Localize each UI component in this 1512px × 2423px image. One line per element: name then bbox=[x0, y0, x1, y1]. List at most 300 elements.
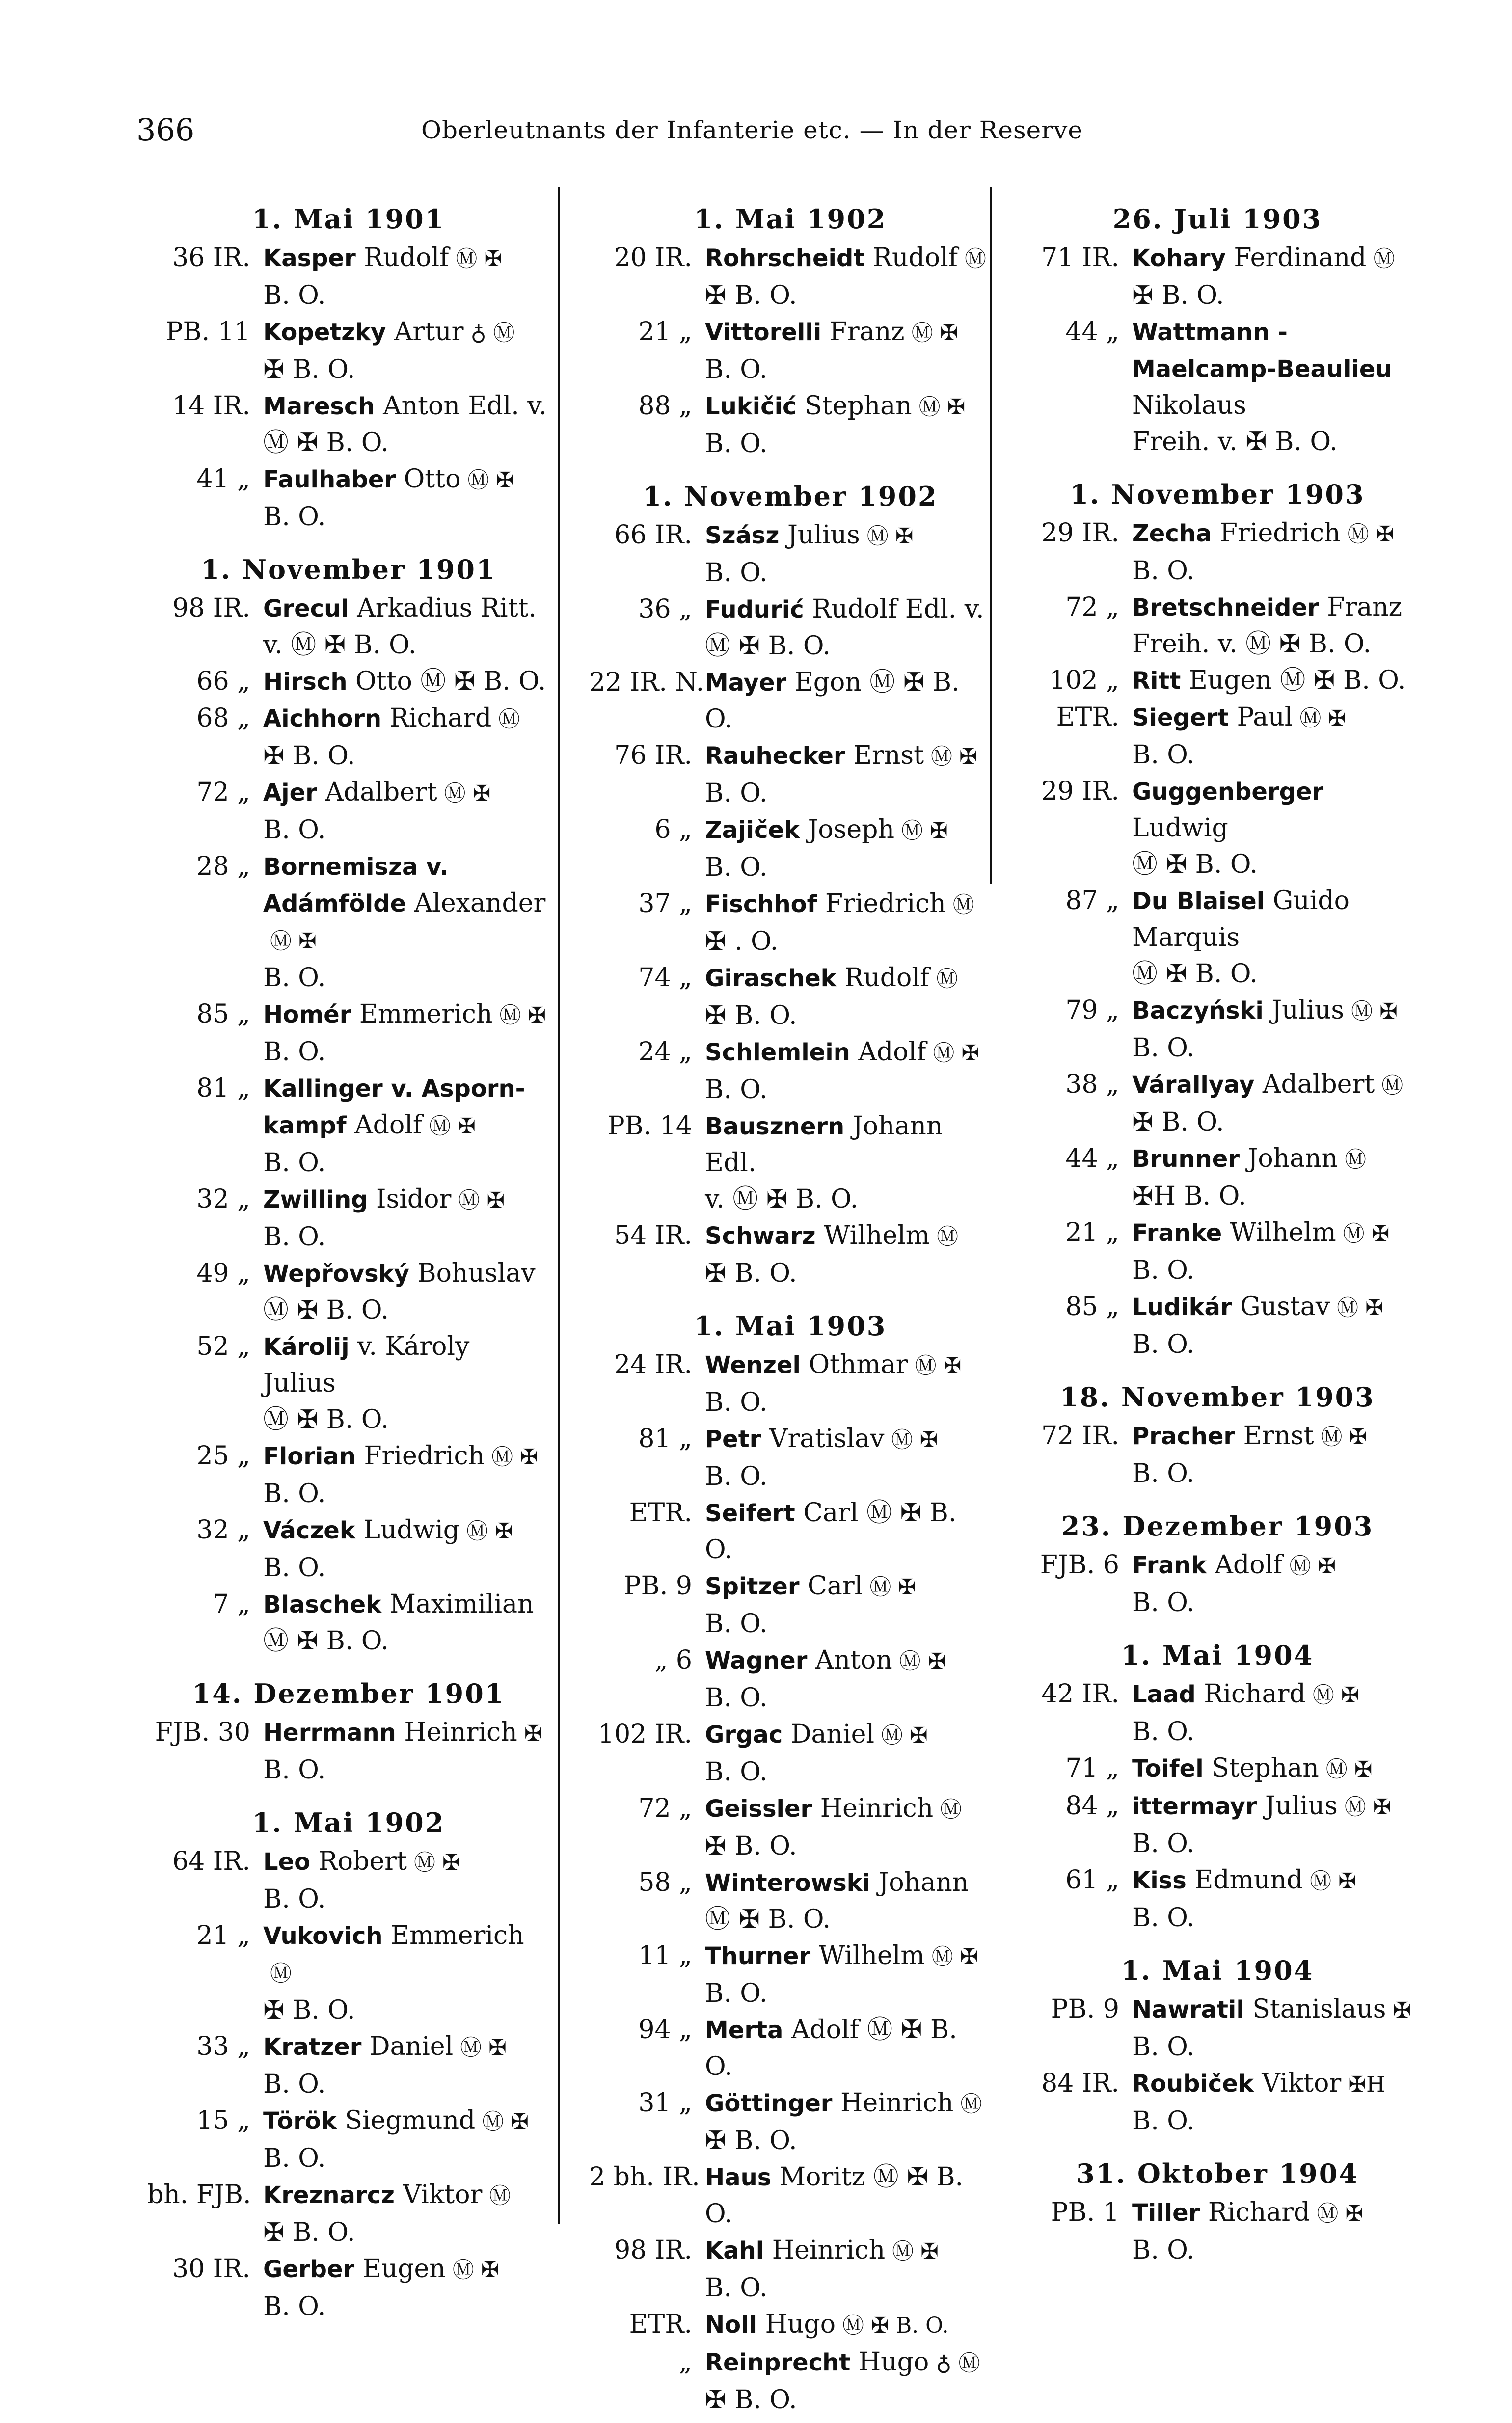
officer-given-name: Adolf Ⓜ ✠ B. O. bbox=[705, 2015, 957, 2081]
unit-label: bh. FJB. bbox=[147, 2180, 251, 2209]
officer-entry bbox=[1016, 662, 1419, 699]
decoration-line: B. O. bbox=[705, 429, 768, 458]
unit-label: 81 „ bbox=[196, 1074, 250, 1103]
decoration-line: B. O. bbox=[1132, 1588, 1195, 1617]
officer-surname: Kopetzky bbox=[263, 319, 386, 346]
unit-label: 44 „ bbox=[1065, 1144, 1119, 1173]
unit-label: 37 „ bbox=[638, 889, 692, 918]
officer-entry bbox=[1016, 773, 1419, 883]
officer-entry bbox=[147, 848, 550, 996]
officer-surname: Homér bbox=[263, 1001, 351, 1028]
officer-entry bbox=[147, 461, 550, 535]
decoration-icons: Ⓜ bbox=[270, 1961, 292, 1986]
decoration-line: B. O. bbox=[263, 281, 326, 310]
officer-given-name: Edmund bbox=[1194, 1865, 1303, 1895]
officer-given-name: Adolf bbox=[858, 1037, 926, 1067]
officer-given-name: Siegmund bbox=[345, 2106, 476, 2135]
officer-entry bbox=[147, 1328, 550, 1438]
officer-entry bbox=[1016, 314, 1419, 460]
officer-surname: Várallyay bbox=[1132, 1071, 1255, 1099]
officer-given-name: Isidor bbox=[376, 1185, 452, 1214]
officer-surname: Reinprecht bbox=[705, 2349, 851, 2376]
officer-surname: Du Blaisel bbox=[1132, 888, 1265, 915]
officer-surname: Brunner bbox=[1132, 1145, 1240, 1173]
unit-label: 33 „ bbox=[196, 2032, 250, 2061]
officer-surname: Giraschek bbox=[705, 965, 837, 992]
section-date-header: 1. Mai 1902 bbox=[694, 203, 887, 235]
officer-given-name: Wilhelm bbox=[818, 1941, 925, 1970]
decoration-line: ✠H B. O. bbox=[1132, 1182, 1246, 1211]
unit-label: 21 „ bbox=[196, 1921, 250, 1950]
officer-given-name: Guido Marquis bbox=[1132, 886, 1350, 952]
unit-label: 32 „ bbox=[196, 1185, 250, 1214]
column-3 bbox=[1016, 201, 1419, 2268]
decoration-line: B. O. bbox=[705, 853, 768, 882]
unit-label: 68 „ bbox=[196, 703, 250, 733]
decoration-icons: Ⓜ ✠ bbox=[931, 1944, 978, 1969]
officer-surname: Ritt bbox=[1132, 667, 1181, 695]
column-1 bbox=[147, 201, 550, 2325]
unit-label: FJB. 6 bbox=[1040, 1550, 1119, 1580]
running-head: Oberleutnants der Infanterie etc. — In der Reserve bbox=[421, 116, 1083, 144]
officer-given-name: Ferdinand bbox=[1234, 243, 1367, 272]
decoration-icons: Ⓜ ✠ bbox=[915, 1353, 962, 1378]
unit-label: 15 „ bbox=[196, 2106, 250, 2135]
officer-entry bbox=[589, 1217, 992, 1292]
officer-surname: Ajer bbox=[263, 779, 317, 807]
officer-surname: Vittorelli bbox=[705, 319, 822, 346]
column-2 bbox=[589, 201, 992, 2418]
officer-surname: Károlij bbox=[263, 1333, 350, 1361]
officer-given-name: Anton bbox=[815, 1645, 892, 1675]
officer-surname: Fischhof bbox=[705, 890, 817, 918]
officer-given-name: Arkadius Ritt. bbox=[357, 593, 537, 623]
officer-entry bbox=[1016, 1418, 1419, 1492]
decoration-line: B. O. bbox=[263, 1222, 326, 1252]
officer-given-name: Heinrich bbox=[404, 1718, 517, 1747]
officer-surname: Kiss bbox=[1132, 1867, 1187, 1894]
officer-entry bbox=[147, 1181, 550, 1255]
officer-surname: Bretschneider bbox=[1132, 594, 1319, 621]
officer-surname: Guggenberger bbox=[1132, 778, 1324, 806]
decoration-line: ✠ B. O. bbox=[263, 2218, 355, 2247]
officer-given-name: Julius bbox=[787, 520, 860, 550]
officer-given-name: Vratislav bbox=[769, 1424, 885, 1454]
officer-given-name: Rudolf bbox=[844, 963, 930, 993]
unit-label: „ bbox=[679, 2347, 692, 2377]
page-number: 366 bbox=[136, 112, 195, 148]
officer-given-name: Anton Edl. v. bbox=[383, 391, 547, 421]
unit-label: 52 „ bbox=[196, 1332, 250, 1361]
officer-surname: Baczyński bbox=[1132, 997, 1264, 1024]
officer-given-name: Bohuslav bbox=[417, 1259, 536, 1288]
decoration-icons: Ⓜ bbox=[964, 246, 986, 271]
officer-surname: Geissler bbox=[705, 1795, 812, 1823]
officer-given-name: Friedrich bbox=[825, 889, 946, 918]
section-date-header: 1. Mai 1901 bbox=[252, 203, 445, 235]
officer-entry bbox=[147, 774, 550, 848]
officer-surname: Kasper bbox=[263, 244, 356, 272]
decoration-line: ✠ B. O. bbox=[705, 1831, 797, 1861]
decoration-line: ✠ B. O. bbox=[705, 1001, 797, 1030]
unit-label: 98 IR. bbox=[172, 593, 250, 623]
unit-label: 42 IR. bbox=[1041, 1679, 1119, 1709]
decoration-icons: Ⓜ ✠ bbox=[1325, 1757, 1373, 1782]
officer-given-name: Rudolf bbox=[364, 243, 449, 272]
unit-label: 72 IR. bbox=[1041, 1421, 1119, 1451]
officer-given-name: Emmerich bbox=[391, 1921, 524, 1950]
decoration-line: B. O. bbox=[705, 2273, 768, 2303]
officer-surname: Wepřovský bbox=[263, 1260, 409, 1288]
decoration-line: B. O. bbox=[263, 1479, 326, 1508]
unit-label: PB. 9 bbox=[623, 1571, 692, 1601]
unit-label: 32 „ bbox=[196, 1515, 250, 1545]
decoration-icons: Ⓜ ✠ bbox=[1344, 1795, 1391, 1820]
officer-entry bbox=[589, 737, 992, 811]
decoration-line: B. O. bbox=[1132, 2032, 1195, 2062]
officer-surname: Faulhaber bbox=[263, 466, 396, 493]
officer-surname: Zwilling bbox=[263, 1186, 368, 1213]
officer-entry bbox=[589, 886, 992, 960]
officer-entry bbox=[589, 2012, 992, 2085]
section-date-header: 1. Mai 1904 bbox=[1121, 1640, 1314, 1671]
unit-label: 30 IR. bbox=[172, 2254, 250, 2284]
decoration-line: B. O. bbox=[1132, 1256, 1195, 1285]
decoration-icons: Ⓜ ✠ bbox=[1337, 1295, 1383, 1320]
decoration-line: v. Ⓜ ✠ B. O. bbox=[705, 1185, 859, 1214]
unit-label: 49 „ bbox=[196, 1259, 250, 1288]
decoration-line: B. O. bbox=[263, 963, 326, 993]
unit-label: 72 „ bbox=[1065, 592, 1119, 622]
unit-label: 79 „ bbox=[1065, 996, 1119, 1025]
officer-surname: Grgac bbox=[705, 1721, 783, 1749]
officer-given-name: Friedrich bbox=[364, 1441, 485, 1471]
officer-entry bbox=[589, 2306, 992, 2344]
decoration-icons: Ⓜ ✠ bbox=[892, 2239, 939, 2264]
unit-label: 98 IR. bbox=[614, 2235, 692, 2265]
decoration-icons: Ⓜ ✠ bbox=[891, 1427, 938, 1453]
officer-given-name: Egon Ⓜ ✠ B. O. bbox=[705, 668, 960, 734]
officer-given-name: Wilhelm bbox=[824, 1221, 930, 1250]
decoration-icons: Ⓜ ✠ bbox=[930, 744, 977, 769]
officer-surname: Wenzel bbox=[705, 1351, 801, 1379]
officer-entry bbox=[147, 700, 550, 774]
officer-given-name: Eugen bbox=[362, 2254, 446, 2284]
section-date-header: 18. November 1903 bbox=[1060, 1381, 1375, 1413]
decoration-icons: Ⓜ bbox=[936, 967, 958, 992]
officer-entry bbox=[589, 1421, 992, 1495]
unit-label: 24 „ bbox=[638, 1037, 692, 1067]
officer-entry bbox=[1016, 1140, 1419, 1214]
officer-surname: Mayer bbox=[705, 669, 787, 697]
decoration-icons: Ⓜ ✠ bbox=[452, 2258, 499, 2283]
officer-surname: Laad bbox=[1132, 1681, 1196, 1708]
officer-given-name: Otto Ⓜ ✠ B. O. bbox=[355, 667, 546, 696]
officer-given-name: Adalbert bbox=[1262, 1070, 1375, 1099]
officer-surname: Pracher bbox=[1132, 1423, 1236, 1450]
decoration-line: ✠ B. O. bbox=[705, 1259, 797, 1288]
officer-entry bbox=[147, 1070, 550, 1181]
decoration-icons: Ⓜ ✠ bbox=[933, 1041, 980, 1066]
decoration-icons: Ⓜ bbox=[1381, 1073, 1404, 1098]
officer-surname: Ludikár bbox=[1132, 1293, 1232, 1321]
decoration-line: B. O. bbox=[705, 1757, 768, 1787]
unit-label: 41 „ bbox=[196, 464, 250, 494]
officer-surname: Spitzer bbox=[705, 1573, 800, 1600]
decoration-line: ✠ . O. bbox=[705, 927, 779, 956]
officer-entry bbox=[589, 1568, 992, 1642]
officer-entry bbox=[589, 591, 992, 664]
decoration-icons: Ⓜ ✠ bbox=[1299, 706, 1347, 731]
decoration-line: B. O. bbox=[705, 1979, 768, 2008]
officer-surname: Schwarz bbox=[705, 1222, 816, 1250]
officer-surname: Szász bbox=[705, 522, 780, 549]
officer-surname: Toifel bbox=[1132, 1755, 1204, 1782]
unit-label: 74 „ bbox=[638, 963, 692, 993]
officer-entry bbox=[589, 1790, 992, 1864]
decoration-icons: Ⓜ bbox=[1345, 1147, 1367, 1172]
unit-label: 31 „ bbox=[638, 2088, 692, 2118]
unit-label: 11 „ bbox=[638, 1941, 692, 1970]
officer-entry bbox=[147, 1917, 550, 2028]
officer-entry bbox=[147, 2177, 550, 2251]
decoration-icons: Ⓜ ✠ bbox=[429, 1114, 476, 1139]
officer-entry bbox=[1016, 1676, 1419, 1750]
officer-surname: Leo bbox=[263, 1848, 311, 1876]
unit-label: „ 6 bbox=[654, 1645, 692, 1675]
decoration-line: ✠ B. O. bbox=[705, 2385, 797, 2415]
officer-surname: Zecha bbox=[1132, 520, 1212, 547]
decoration-icons: Ⓜ ✠ bbox=[466, 1519, 513, 1544]
decoration-line: B. O. bbox=[263, 2144, 326, 2173]
decoration-line: ✠ B. O. bbox=[1132, 281, 1224, 310]
officer-given-name: Franz bbox=[1327, 592, 1403, 622]
decoration-icons: Ⓜ ✠ bbox=[1321, 1425, 1368, 1450]
officer-surname: Tiller bbox=[1132, 2199, 1200, 2227]
officer-surname: Franke bbox=[1132, 1219, 1222, 1247]
decoration-line: Freih. v. Ⓜ ✠ B. O. bbox=[1132, 629, 1372, 659]
officer-surname: Seifert bbox=[705, 1500, 795, 1527]
officer-entry bbox=[147, 314, 550, 388]
officer-given-name: Julius bbox=[1265, 1791, 1338, 1821]
decoration-line: B. O. bbox=[705, 1683, 768, 1713]
officer-given-name: Adolf bbox=[354, 1110, 423, 1140]
unit-label: 38 „ bbox=[1065, 1070, 1119, 1099]
decoration-icons: Ⓜ ✠ bbox=[881, 1723, 928, 1748]
unit-label: 54 IR. bbox=[614, 1221, 692, 1250]
decoration-line: B. O. bbox=[705, 1388, 768, 1417]
unit-label: 29 IR. bbox=[1041, 518, 1119, 548]
officer-given-name: Eugen Ⓜ ✠ B. O. bbox=[1188, 666, 1406, 695]
officer-given-name: Richard bbox=[389, 703, 492, 733]
officer-surname: Aichhorn bbox=[263, 705, 382, 732]
decoration-line: B. O. bbox=[263, 1037, 326, 1067]
officer-entry bbox=[1016, 1214, 1419, 1289]
officer-surname: Wattmann - Maelcamp-Beaulieu bbox=[1132, 319, 1392, 383]
decoration-icons: Ⓜ ✠ bbox=[482, 2109, 529, 2134]
officer-surname: ittermayr bbox=[1132, 1793, 1257, 1820]
officer-surname: Vukovich bbox=[263, 1922, 383, 1950]
unit-label: 14 IR. bbox=[172, 391, 250, 421]
officer-surname: Lukičić bbox=[705, 393, 797, 420]
unit-label: 84 IR. bbox=[1041, 2069, 1119, 2098]
decoration-line: Ⓜ ✠ B. O. bbox=[263, 1405, 389, 1434]
officer-given-name: Julius bbox=[1271, 996, 1345, 1025]
officer-given-name: Richard bbox=[1208, 2198, 1310, 2227]
officer-surname: Haus bbox=[705, 2164, 772, 2191]
officer-given-name: Rudolf bbox=[872, 243, 958, 272]
unit-label: PB. 9 bbox=[1051, 1994, 1119, 2024]
officer-given-name: Viktor bbox=[1262, 2069, 1342, 2098]
officer-entry bbox=[1016, 992, 1419, 1066]
decoration-line: B. O. bbox=[1132, 1033, 1195, 1063]
officer-given-name: Joseph bbox=[808, 815, 894, 844]
officer-surname: Göttinger bbox=[705, 2090, 833, 2117]
decoration-line: B. O. bbox=[1132, 2235, 1195, 2265]
officer-entry bbox=[1016, 1066, 1419, 1140]
officer-given-name: Johann bbox=[1247, 1144, 1338, 1173]
decoration-line: Ⓜ ✠ B. O. bbox=[1132, 959, 1258, 989]
officer-entry bbox=[589, 314, 992, 388]
decoration-icons: ✠ bbox=[1393, 1998, 1411, 2023]
decoration-line: B. O. bbox=[705, 1462, 768, 1491]
officer-entry bbox=[147, 663, 550, 700]
officer-given-name: Wilhelm bbox=[1230, 1218, 1336, 1247]
decoration-line: Ⓜ ✠ B. O. bbox=[263, 428, 389, 458]
officer-surname: Zajiček bbox=[705, 816, 800, 844]
unit-label: 28 „ bbox=[196, 852, 250, 881]
officer-surname: Wagner bbox=[705, 1647, 808, 1674]
officer-surname: Kratzer bbox=[263, 2033, 362, 2061]
decoration-line: Ⓜ ✠ B. O. bbox=[705, 631, 831, 661]
officer-entry bbox=[1016, 1750, 1419, 1788]
decoration-line: B. O. bbox=[1132, 1330, 1195, 1359]
decoration-icons: ✠H bbox=[1348, 2072, 1385, 2097]
decoration-line: B. O. bbox=[705, 1075, 768, 1104]
officer-given-name: Hugo bbox=[765, 2310, 836, 2339]
decoration-line: B. O. bbox=[263, 2292, 326, 2321]
unit-label: 72 „ bbox=[638, 1794, 692, 1823]
officer-entry bbox=[147, 388, 550, 461]
officer-surname: Kahl bbox=[705, 2237, 764, 2264]
officer-given-name: Artur bbox=[394, 317, 464, 347]
officer-surname: Noll bbox=[705, 2311, 757, 2339]
decoration-line: B. O. bbox=[263, 1553, 326, 1583]
officer-entry bbox=[147, 1255, 550, 1328]
officer-given-name: Carl bbox=[808, 1571, 863, 1601]
officer-surname: Grecul bbox=[263, 595, 349, 622]
decoration-line: Freih. v. ✠ B. O. bbox=[1132, 427, 1338, 457]
decoration-line: B. O. bbox=[263, 1755, 326, 1785]
decoration-line: B. O. bbox=[263, 1885, 326, 1914]
decoration-icons: Ⓜ ✠ bbox=[499, 1003, 546, 1028]
unit-label: 29 IR. bbox=[1041, 777, 1119, 806]
officer-surname: Rauhecker bbox=[705, 742, 845, 770]
decoration-icons: Ⓜ ✠ bbox=[1343, 1221, 1390, 1246]
officer-given-name: Daniel bbox=[790, 1720, 875, 1749]
officer-given-name: Ernst bbox=[853, 741, 924, 770]
officer-given-name: Stephan bbox=[1212, 1753, 1319, 1783]
decoration-line: B. O. bbox=[263, 815, 326, 845]
unit-label: PB. 14 bbox=[607, 1111, 692, 1141]
decoration-icons: Ⓜ ✠ bbox=[1317, 2201, 1364, 2226]
officer-entry bbox=[1016, 699, 1419, 773]
unit-label: 2 bh. IR. bbox=[589, 2162, 700, 2192]
decoration-line: ✠ B. O. bbox=[263, 1995, 355, 2025]
officer-surname: Bornemisza v. Adámfölde bbox=[263, 853, 449, 917]
decoration-icons: Ⓜ ✠ bbox=[1289, 1554, 1336, 1579]
officer-surname: Petr bbox=[705, 1426, 761, 1453]
decoration-icons: Ⓜ ✠ bbox=[460, 2035, 507, 2060]
officer-given-name: Alexander bbox=[414, 888, 546, 918]
unit-label: 21 „ bbox=[1065, 1218, 1119, 1247]
officer-surname: Kohary bbox=[1132, 244, 1226, 272]
officer-entry bbox=[1016, 589, 1419, 662]
officer-entry bbox=[589, 1864, 992, 1938]
officer-given-name: Maximilian bbox=[389, 1589, 534, 1619]
officer-given-name: Adolf bbox=[1215, 1550, 1283, 1580]
officer-entry bbox=[589, 2344, 992, 2418]
section-date-header: 1. November 1901 bbox=[201, 554, 496, 585]
decoration-icons: Ⓜ ✠ B. O. bbox=[842, 2313, 949, 2338]
decoration-line: Ⓜ ✠ B. O. bbox=[263, 1626, 389, 1656]
unit-label: 72 „ bbox=[196, 778, 250, 807]
officer-entry bbox=[589, 240, 992, 314]
officer-surname: Kreznarcz bbox=[263, 2181, 395, 2209]
officer-surname: Maresch bbox=[263, 393, 375, 420]
decoration-icons: Ⓜ ✠ bbox=[458, 1188, 505, 1213]
officer-surname: Bausznern bbox=[705, 1113, 845, 1140]
officer-surname: Frank bbox=[1132, 1552, 1207, 1579]
officer-given-name: Friedrich bbox=[1219, 518, 1341, 548]
officer-entry bbox=[1016, 1788, 1419, 1862]
officer-entry bbox=[147, 1714, 550, 1788]
decoration-icons: Ⓜ ✠ bbox=[918, 395, 966, 420]
officer-entry bbox=[147, 240, 550, 314]
decoration-icons: Ⓜ ✠ bbox=[1351, 999, 1398, 1024]
decoration-icons: Ⓜ ✠ bbox=[1347, 522, 1394, 547]
unit-label: 21 „ bbox=[638, 317, 692, 347]
officer-entry bbox=[1016, 883, 1419, 992]
officer-given-name: Otto bbox=[404, 464, 461, 494]
unit-label: 102 IR. bbox=[597, 1720, 692, 1749]
decoration-line: B. O. bbox=[263, 2070, 326, 2099]
unit-label: PB. 11 bbox=[165, 317, 250, 347]
officer-entry bbox=[1016, 1289, 1419, 1363]
decoration-icons: Ⓜ bbox=[937, 1224, 959, 1249]
decoration-line: ✠ B. O. bbox=[263, 355, 355, 384]
officer-entry bbox=[147, 590, 550, 663]
unit-label: 61 „ bbox=[1065, 1865, 1119, 1895]
officer-entry bbox=[147, 1586, 550, 1659]
section-date-header: 1. November 1902 bbox=[643, 481, 938, 512]
decoration-line: B. O. bbox=[1132, 740, 1195, 770]
unit-label: ETR. bbox=[1056, 702, 1119, 732]
officer-surname: Winterowski bbox=[705, 1869, 871, 1897]
officer-surname: Rohrscheidt bbox=[705, 244, 865, 272]
officer-surname: Florian bbox=[263, 1443, 356, 1470]
officer-given-name: Moritz Ⓜ ✠ B. O. bbox=[705, 2162, 964, 2229]
officer-entry bbox=[589, 2159, 992, 2232]
unit-label: PB. 1 bbox=[1051, 2198, 1119, 2227]
unit-label: 84 „ bbox=[1065, 1791, 1119, 1821]
unit-label: 44 „ bbox=[1065, 317, 1119, 347]
officer-given-name: Rudolf Edl. v. bbox=[812, 594, 984, 624]
officer-given-name: Stanislaus bbox=[1252, 1994, 1386, 2024]
decoration-icons: Ⓜ ✠ bbox=[413, 1850, 460, 1875]
officer-entry bbox=[147, 1843, 550, 1917]
officer-surname: Siegert bbox=[1132, 704, 1229, 731]
